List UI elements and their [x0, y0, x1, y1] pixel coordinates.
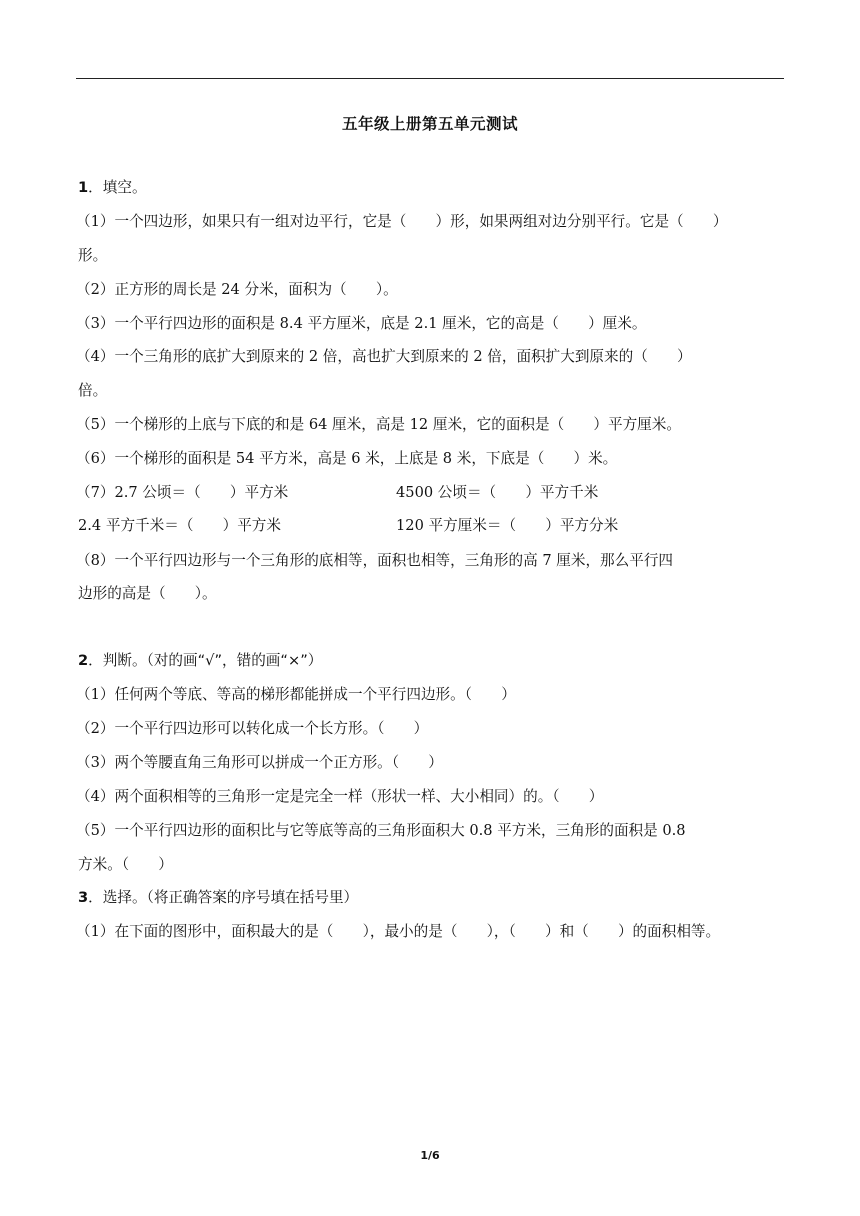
page-title: 五年级上册第五单元测试	[341, 115, 518, 133]
question-1-6: （6）一个梯形的面积是 54 平方米，高是 6 米，上底是 8 米，下底是（ ）米。	[76, 450, 618, 467]
question-1-1-line-1: （1）一个四边形，如果只有一组对边平行，它是（ ）形，如果两组对边分别平行。它是（ ）	[76, 213, 728, 230]
question-2-5-line-2: 方米。（ ）	[78, 856, 173, 873]
conversion-2: 4500 公顷＝（ ）平方千米	[396, 484, 599, 501]
question-2-5-line-1: （5）一个平行四边形的面积比与它等底等高的三角形面积大 0.8 平方米，三角形的面积是 0.8	[76, 822, 686, 839]
section-2-number: 2	[78, 652, 89, 669]
section-1-number: 1	[78, 179, 89, 196]
section-2-heading-text: ．判断。（对的画“√”，错的画“×”）	[88, 652, 323, 669]
page-number: 1/6	[420, 1149, 440, 1162]
question-1-7-row-2	[78, 516, 619, 536]
question-2-4: （4）两个面积相等的三角形一定是完全一样（形状一样、大小相同）的。（ ）	[76, 788, 604, 805]
question-1-4-line-2: 倍。	[78, 382, 108, 399]
section-3-number: 3	[78, 889, 89, 906]
conversion-4: 120 平方厘米＝（ ）平方分米	[396, 517, 619, 534]
section-3-heading	[78, 888, 358, 908]
header-rule	[76, 78, 784, 79]
question-2-3: （3）两个等腰直角三角形可以拼成一个正方形。（ ）	[76, 754, 443, 771]
question-1-3: （3）一个平行四边形的面积是 8.4 平方厘米，底是 2.1 厘米，它的高是（ ）厘米。	[76, 315, 647, 332]
question-1-2: （2）正方形的周长是 24 分米，面积为（ ）。	[76, 281, 398, 298]
question-1-8-line-1: （8）一个平行四边形与一个三角形的底相等，面积也相等，三角形的高 7 厘米，那么平行四	[76, 552, 674, 569]
section-3-heading-text: ．选择。（将正确答案的序号填在括号里）	[88, 889, 359, 906]
question-1-8-line-2: 边形的高是（ ）。	[78, 585, 217, 602]
question-3-1: （1）在下面的图形中，面积最大的是（ ），最小的是（ ），（ ）和（ ）的面积相等。	[76, 923, 721, 940]
question-1-7-row-1	[76, 483, 599, 503]
question-1-1-line-2: 形。	[78, 247, 108, 264]
section-2-heading	[78, 651, 322, 671]
section-1-heading-text: ．填空。	[88, 179, 147, 196]
question-2-2: （2）一个平行四边形可以转化成一个长方形。（ ）	[76, 720, 429, 737]
question-1-4-line-1: （4）一个三角形的底扩大到原来的 2 倍，高也扩大到原来的 2 倍，面积扩大到原来的（ ）	[76, 348, 692, 365]
conversion-3: 2.4 平方千米＝（ ）平方米	[78, 517, 281, 534]
question-2-1: （1）任何两个等底、等高的梯形都能拼成一个平行四边形。（ ）	[76, 686, 516, 703]
conversion-1: （7）2.7 公顷＝（ ）平方米	[76, 484, 289, 501]
question-1-5: （5）一个梯形的上底与下底的和是 64 厘米，高是 12 厘米，它的面积是（ ）平方厘米。	[76, 416, 681, 433]
section-1-heading	[78, 178, 147, 198]
